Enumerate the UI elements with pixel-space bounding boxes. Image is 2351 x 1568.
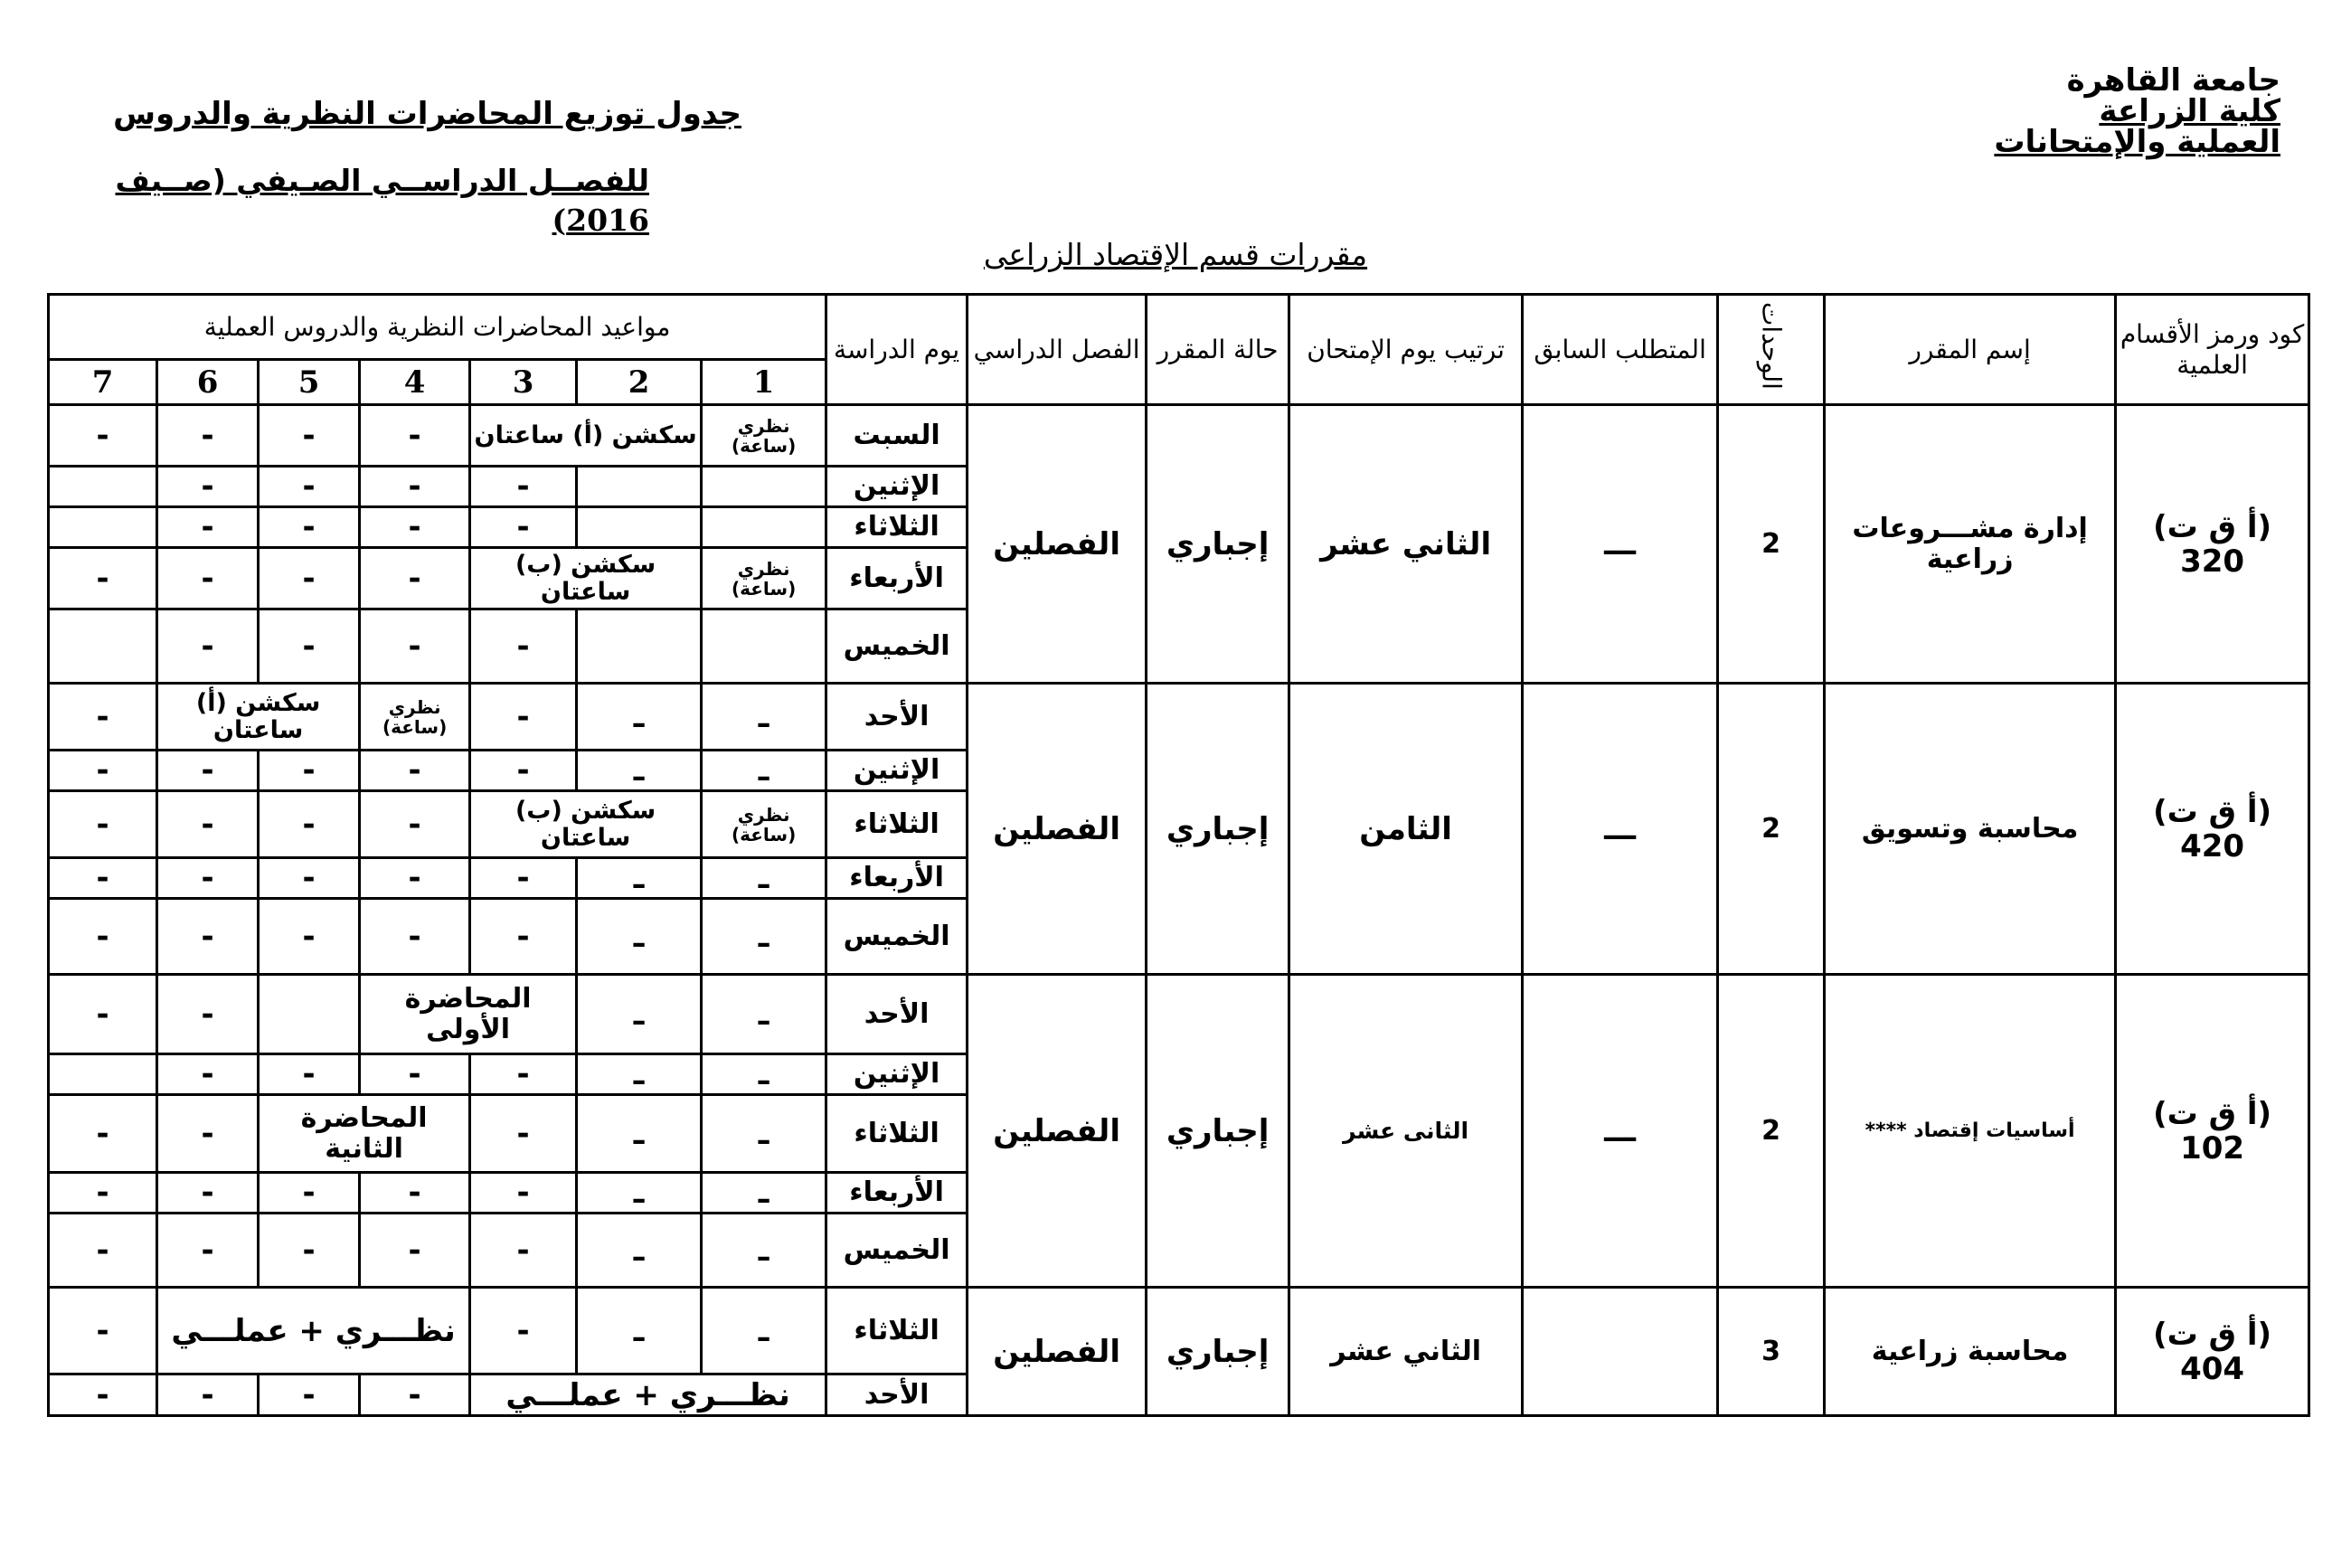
semester-title	[71, 161, 649, 241]
study-day: الإثنين	[826, 467, 968, 507]
course-units: 3	[1718, 1288, 1825, 1416]
schedule-cell: -	[157, 1173, 259, 1214]
schedule-cell: -	[157, 507, 259, 548]
schedule-cell: -	[470, 858, 577, 899]
study-day: الأربعاء	[826, 548, 968, 609]
schedule-cell: -	[259, 899, 360, 975]
col-header-semester: الفصل الدراسي	[968, 295, 1147, 405]
course-code: (أ ق ت) 102	[2116, 975, 2309, 1288]
study-day: الأحد	[826, 684, 968, 751]
col-header-units	[1718, 295, 1825, 405]
units-header-label: الوحدات	[1756, 302, 1787, 390]
study-day: الأحد	[826, 1374, 968, 1416]
schedule-cell: -	[470, 1173, 577, 1214]
department-title: مقررات قسم الإقتصاد الزراعى	[983, 237, 1368, 272]
col-header-day: يوم الدراسة	[826, 295, 968, 405]
schedule-cell: ـ	[577, 1173, 702, 1214]
schedule-cell: نظـــري + عملـــي	[470, 1374, 826, 1416]
schedule-cell: -	[49, 1288, 157, 1374]
study-day: الإثنين	[826, 1054, 968, 1095]
schedule-cell: -	[259, 858, 360, 899]
study-day: الأربعاء	[826, 1173, 968, 1214]
schedule-cell: -	[470, 1288, 577, 1374]
schedule-cell: نظـــري + عملـــي	[157, 1288, 470, 1374]
schedule-cell: -	[470, 507, 577, 548]
schedule-cell: -	[157, 791, 259, 858]
course-semester: الفصلين	[968, 405, 1147, 684]
course-exam-order: الثاني عشر	[1289, 405, 1523, 684]
schedule-cell: -	[360, 1173, 470, 1214]
course-status: إجباري	[1147, 1288, 1289, 1416]
schedule-cell: -	[157, 751, 259, 791]
study-day: الثلاثاء	[826, 507, 968, 548]
col-header-course-name: إسم المقرر	[1825, 295, 2116, 405]
schedule-cell: -	[360, 858, 470, 899]
schedule-cell: -	[49, 1214, 157, 1288]
course-status: إجباري	[1147, 684, 1289, 975]
course-units: 2	[1718, 975, 1825, 1288]
period-header: 3	[470, 360, 577, 405]
study-day: الثلاثاء	[826, 1288, 968, 1374]
schedule-cell: ـ	[702, 1288, 826, 1374]
schedule-cell: ـ	[577, 1095, 702, 1173]
schedule-cell: -	[157, 858, 259, 899]
col-header-code: كود ورمز الأقسام العلمية	[2116, 295, 2309, 405]
schedule-cell: -	[49, 858, 157, 899]
schedule-cell: -	[157, 899, 259, 975]
schedule-cell	[49, 609, 157, 684]
schedule-cell: سكشن (أ) ساعتان	[470, 405, 702, 467]
semester-title-text: للفصــل الدراســي الصـيفي (صــيف	[115, 163, 649, 198]
schedule-cell: المحاضرة الثانية	[259, 1095, 470, 1173]
schedule-cell: -	[259, 1374, 360, 1416]
schedule-cell	[577, 609, 702, 684]
study-day: الخميس	[826, 899, 968, 975]
schedule-cell	[49, 1054, 157, 1095]
schedule-cell: -	[157, 975, 259, 1054]
schedule-cell: سكشن (ب) ساعتان	[470, 548, 702, 609]
schedule-cell: -	[470, 1095, 577, 1173]
schedule-cell: -	[360, 405, 470, 467]
schedule-cell: ـ	[702, 751, 826, 791]
period-header: 2	[577, 360, 702, 405]
col-header-exam-order: ترتيب يوم الإمتحان	[1289, 295, 1523, 405]
schedule-cell: -	[157, 1095, 259, 1173]
schedule-cell: -	[157, 1374, 259, 1416]
course-units: 2	[1718, 405, 1825, 684]
schedule-cell	[702, 609, 826, 684]
course-name: محاسبة زراعية	[1825, 1288, 2116, 1416]
schedule-cell: -	[259, 609, 360, 684]
schedule-cell	[702, 507, 826, 548]
university-name: جامعة القاهرة	[2066, 62, 2280, 99]
course-semester: الفصلين	[968, 1288, 1147, 1416]
schedule-cell: ـ	[702, 858, 826, 899]
schedule-cell: -	[470, 1214, 577, 1288]
period-header: 4	[360, 360, 470, 405]
schedule-cell: -	[259, 1173, 360, 1214]
schedule-cell: -	[49, 1095, 157, 1173]
schedule-table	[47, 293, 2310, 1417]
schedule-cell: -	[259, 791, 360, 858]
course-exam-order: الثاني عشر	[1289, 1288, 1523, 1416]
study-day: الثلاثاء	[826, 791, 968, 858]
study-day: الخميس	[826, 609, 968, 684]
col-header-prerequisite: المتطلب السابق	[1523, 295, 1718, 405]
schedule-cell: -	[157, 609, 259, 684]
schedule-cell: ـ	[702, 899, 826, 975]
schedule-cell: -	[360, 791, 470, 858]
schedule-cell	[577, 467, 702, 507]
course-code: (أ ق ت) 420	[2116, 684, 2309, 975]
schedule-cell: -	[259, 1214, 360, 1288]
course-prerequisite: ـــ	[1523, 975, 1718, 1288]
course-status: إجباري	[1147, 975, 1289, 1288]
schedule-cell	[49, 507, 157, 548]
schedule-cell: ـ	[702, 1095, 826, 1173]
schedule-cell: ـ	[577, 684, 702, 751]
schedule-cell: -	[470, 467, 577, 507]
schedule-cell: ـ	[577, 1288, 702, 1374]
study-day: الإثنين	[826, 751, 968, 791]
schedule-cell: ـ	[577, 751, 702, 791]
course-units: 2	[1718, 684, 1825, 975]
study-day: السبت	[826, 405, 968, 467]
schedule-cell: -	[157, 467, 259, 507]
schedule-cell: -	[259, 751, 360, 791]
schedule-cell	[702, 467, 826, 507]
schedule-cell: -	[259, 1054, 360, 1095]
schedule-cell: -	[360, 1374, 470, 1416]
course-exam-order: الثانى عشر	[1289, 975, 1523, 1288]
schedule-cell: -	[157, 548, 259, 609]
schedule-cell: ـ	[577, 975, 702, 1054]
faculty-name: كلية الزراعة	[2099, 93, 2280, 129]
schedule-cell: -	[470, 1054, 577, 1095]
schedule-cell: نظري (ساعة)	[702, 548, 826, 609]
schedule-cell: -	[157, 405, 259, 467]
schedule-cell: ـ	[702, 1214, 826, 1288]
course-name: إدارة مشـــروعات زراعية	[1825, 405, 2116, 684]
schedule-cell: ـ	[577, 899, 702, 975]
schedule-cell: -	[49, 899, 157, 975]
schedule-cell: -	[49, 1374, 157, 1416]
schedule-cell: -	[360, 899, 470, 975]
schedule-cell: ـ	[702, 684, 826, 751]
schedule-cell: نظري (ساعة)	[702, 791, 826, 858]
schedule-cell: -	[360, 467, 470, 507]
schedule-cell: -	[259, 467, 360, 507]
schedule-cell: -	[259, 507, 360, 548]
schedule-cell: -	[259, 405, 360, 467]
schedule-cell: نظري (ساعة)	[360, 684, 470, 751]
schedule-cell: -	[360, 1214, 470, 1288]
col-header-schedule: مواعيد المحاضرات النظرية والدروس العملية	[49, 295, 826, 360]
schedule-cell: سكشن (أ) ساعتان	[157, 684, 360, 751]
course-semester: الفصلين	[968, 684, 1147, 975]
schedule-cell: -	[49, 405, 157, 467]
schedule-cell: -	[360, 1054, 470, 1095]
semester-year: 2016)	[552, 203, 649, 238]
schedule-cell: -	[360, 507, 470, 548]
course-code: (أ ق ت) 320	[2116, 405, 2309, 684]
schedule-cell: -	[49, 684, 157, 751]
schedule-cell: -	[49, 975, 157, 1054]
schedule-cell	[577, 507, 702, 548]
study-day: الأربعاء	[826, 858, 968, 899]
course-prerequisite: ـــ	[1523, 684, 1718, 975]
schedule-title: جدول توزيع المحاضرات النظرية والدروس	[113, 96, 741, 132]
schedule-cell: -	[360, 548, 470, 609]
university-header	[1994, 62, 2280, 160]
study-day: الخميس	[826, 1214, 968, 1288]
schedule-cell: -	[259, 548, 360, 609]
schedule-cell	[259, 975, 360, 1054]
schedule-cell: نظري (ساعة)	[702, 405, 826, 467]
schedule-cell: -	[470, 899, 577, 975]
study-day: الأحد	[826, 975, 968, 1054]
schedule-cell	[49, 467, 157, 507]
course-exam-order: الثامن	[1289, 684, 1523, 975]
course-name: محاسبة وتسويق	[1825, 684, 2116, 975]
schedule-cell: ـ	[702, 1173, 826, 1214]
period-header: 6	[157, 360, 259, 405]
schedule-cell: ـ	[577, 1214, 702, 1288]
col-header-status: حالة المقرر	[1147, 295, 1289, 405]
schedule-cell: -	[470, 684, 577, 751]
schedule-cell: -	[49, 1173, 157, 1214]
schedule-cell: ـ	[702, 975, 826, 1054]
course-prerequisite	[1523, 1288, 1718, 1416]
course-code: (أ ق ت) 404	[2116, 1288, 2309, 1416]
schedule-cell: سكشن (ب) ساعتان	[470, 791, 702, 858]
schedule-cell: -	[470, 751, 577, 791]
course-name: أساسيات إقتصاد ****	[1825, 975, 2116, 1288]
office-name: العملية والإمتحانات	[1994, 124, 2280, 160]
schedule-cell: -	[49, 791, 157, 858]
period-header: 7	[49, 360, 157, 405]
schedule-cell: -	[470, 609, 577, 684]
period-header: 5	[259, 360, 360, 405]
course-semester: الفصلين	[968, 975, 1147, 1288]
schedule-cell: ـ	[577, 858, 702, 899]
schedule-cell: -	[157, 1054, 259, 1095]
course-status: إجباري	[1147, 405, 1289, 684]
schedule-cell: -	[157, 1214, 259, 1288]
schedule-cell: ـ	[577, 1054, 702, 1095]
course-prerequisite: ـــ	[1523, 405, 1718, 684]
schedule-cell: -	[49, 751, 157, 791]
schedule-cell: -	[360, 751, 470, 791]
schedule-cell: -	[49, 548, 157, 609]
study-day: الثلاثاء	[826, 1095, 968, 1173]
schedule-cell: ـ	[702, 1054, 826, 1095]
period-header: 1	[702, 360, 826, 405]
schedule-cell: المحاضرة الأولى	[360, 975, 577, 1054]
schedule-cell: -	[360, 609, 470, 684]
